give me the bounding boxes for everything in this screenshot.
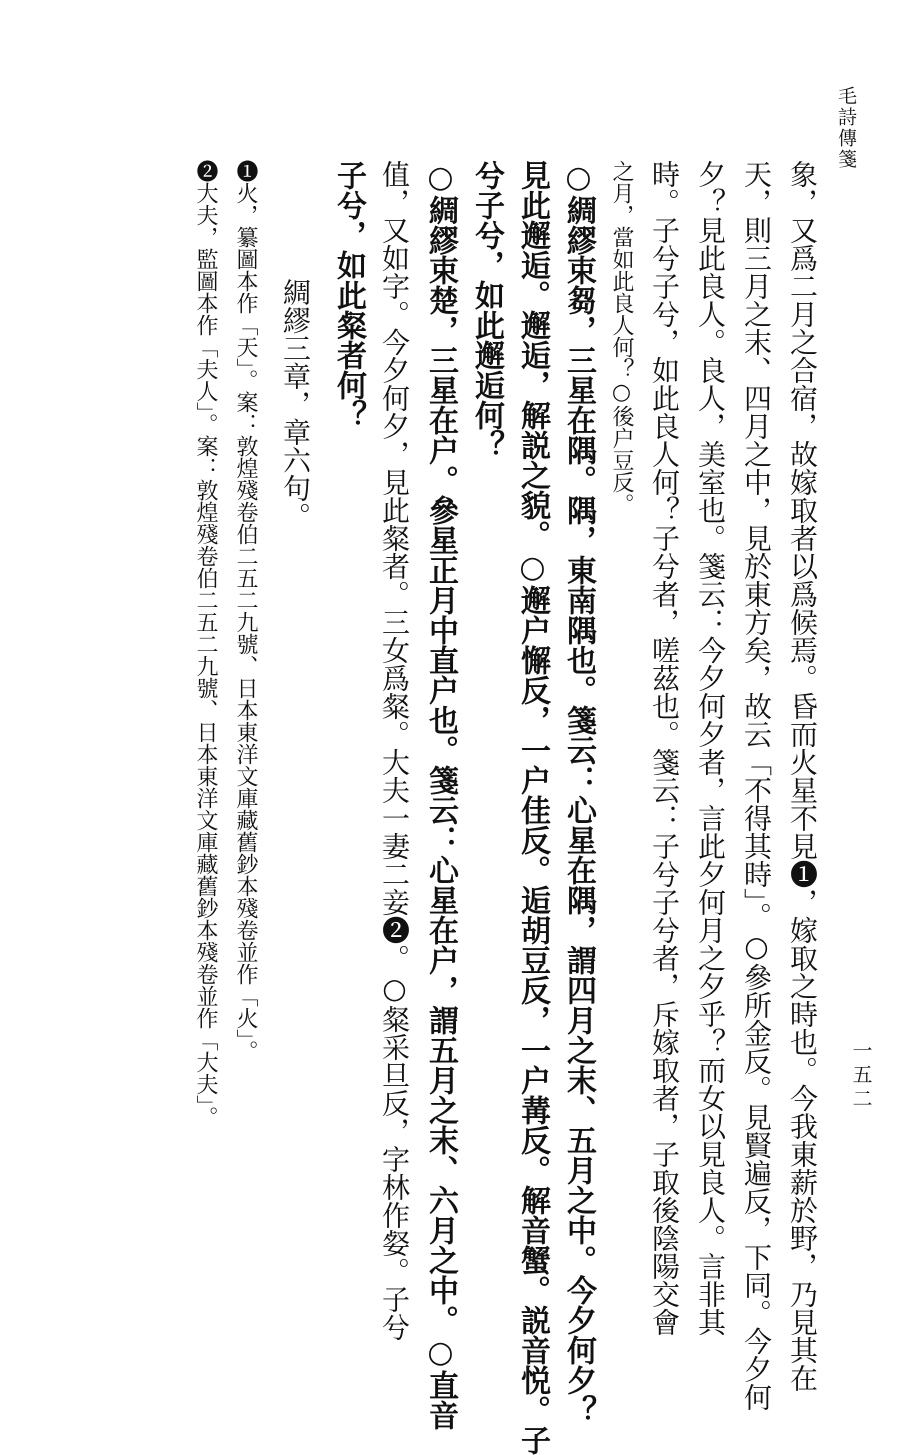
commentary-column: 值，又如字。今夕何夕，見此粲者。三女爲粲。大夫一妻二妾❷。○粲采旦反，字林作㛑。子兮 [378, 160, 411, 1341]
commentary-column: 象，又爲二月之合宿，故嫁取者以爲候焉。昏而火星不見❶，嫁取之時也。今我東薪於野，乃見其在 [786, 160, 819, 1392]
chapter-summary: 綢繆三章，章六句。 [279, 278, 312, 530]
page-number: 一五二 [849, 1040, 873, 1112]
commentary-column: 時。子兮子兮，如此良人何？子兮者，嗟茲也。箋云：子兮子兮者，斥嫁取者，子取後陰陽交會 [648, 160, 681, 1336]
stanza-column: 子兮，如此粲者何？ [331, 160, 366, 430]
commentary-column: 天，則三月之末、四月之中，見於東方矣，故云「不得其時」。○參所金反。見賢遍反，下同。今夕何 [740, 160, 773, 1411]
commentary-column: 夕？見此良人。良人，美室也。箋云：今夕何夕者，言此夕何月之夕乎？而女以見良人。言非其 [694, 160, 727, 1336]
footnote-1: ❶火，纂圖本作「天」。案：敦煌殘卷伯二五二九號、日本東洋文庫藏舊鈔本殘卷並作「火」。 [233, 160, 258, 1062]
running-header-title: 毛詩傳箋 [835, 86, 857, 170]
stanza-column: ○綢繆束芻，三星在隅。隅，東南隅也。箋云：心星在隅，謂四月之末、五月之中。今夕何夕？ [561, 160, 596, 1425]
stanza-column: 兮子兮，如此邂逅何？ [469, 160, 504, 460]
commentary-column: 之月，當如此良人何？○後户豆反。 [609, 160, 634, 515]
stanza-column: ○綢繆束楚，三星在户。參星正月中直户也。箋云：心星在户，謂五月之末、六月之中。○直音 [423, 160, 458, 1430]
footnote-2: ❷大夫，監圖本作「夫人」。案：敦煌殘卷伯二五二九號、日本東洋文庫藏舊鈔本殘卷並作「大夫」。 [193, 160, 218, 1128]
vertical-text-block [170, 160, 825, 1455]
stanza-column: 見此邂逅。邂逅，解説之貌。○邂户懈反，一户佳反。逅胡豆反，一户冓反。解音蟹。説音悦。子 [515, 160, 550, 1455]
